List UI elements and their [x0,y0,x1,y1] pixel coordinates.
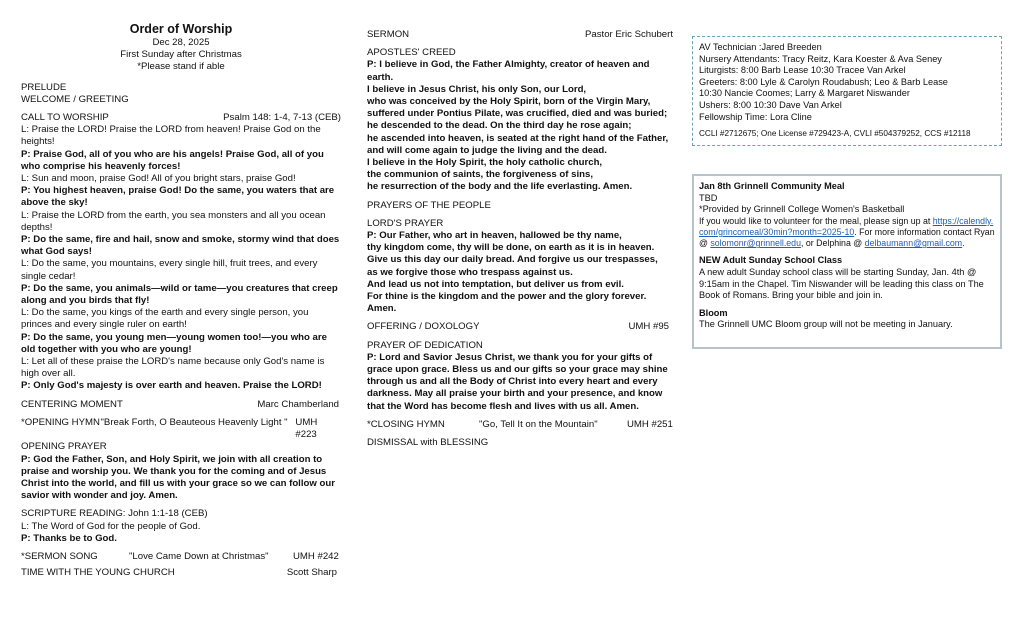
sermon-label: SERMON [367,29,410,40]
dedication-text: P: Lord and Savior Jesus Christ, we thank you for your gifts of grace upon grace. Bless us and our gifts so your grace may shine through us and all the Body of Christ into every heart and every darkness. May all praise your birth and your presence, and know that the Word has become flesh and lives with us all. Amen. [367,351,668,412]
class-title: NEW Adult Sunday School Class [699,255,843,266]
centering-moment-row [21,399,341,411]
class-text: A new adult Sunday school class will be starting Sunday, Jan. 4th @ 9:15am in the Chapel. Tim Niswander will be leading this class on The Book of Romans. Bring your bible and join in. [699,266,984,301]
order-of-worship-column [21,0,341,579]
page-title: Order of Worship [129,22,233,36]
sermon-song-number: UMH #242 [293,550,339,562]
call-to-worship-line: L: Do the same, you kings of the earth and every single person, you princes and every single ruler on earth! [21,307,309,331]
creed-line: I believe in Jesus Christ, his only Son, our Lord, [367,83,587,95]
staff-line: 10:30 Nancie Coomes; Larry & Margaret Niswander [699,88,910,99]
sermon-song-row [21,551,341,563]
closing-hymn-row [367,419,677,431]
staff-line: AV Technician :Jared Breeden [699,42,822,52]
announcements-box [692,174,1002,349]
ryan-email-link[interactable]: solomonr@grinnell.edu [710,238,801,249]
offering-label: OFFERING / DOXOLOGY [367,321,480,333]
service-date: Dec 28, 2025 [152,37,210,48]
call-to-worship-heading [21,112,341,124]
call-to-worship-line: L: Do the same, you mountains, every single hill, fruit trees, and every single cedar! [21,258,318,282]
opening-hymn-title: "Break Forth, O Beauteous Heavenly Light " [100,416,288,428]
call-to-worship-line: L: Praise the LORD! Praise the LORD from heaven! Praise God on the heights! [21,124,321,148]
young-church-person: Scott Sharp [286,567,337,579]
opening-hymn-row [21,417,341,441]
call-to-worship-line: L: Praise the LORD from the earth, you sea monsters and all you ocean depths! [21,209,326,233]
prayers-of-people-label: PRAYERS OF THE PEOPLE [367,199,491,211]
call-to-worship-line: L: Sun and moon, praise God! All of you bright stars, praise God! [21,173,296,185]
scripture-reading-label: SCRIPTURE READING: John 1:1-18 (CEB) [21,508,208,520]
meal-text-3: , or Delphina @ [800,238,865,249]
lords-prayer-line: as we forgive those who trespass against us. [367,266,573,278]
bloom-title: Bloom [699,307,728,318]
meal-tbd: TBD [699,192,718,203]
opening-prayer-text: P: God the Father, Son, and Holy Spirit, we join with all creation to praise and worship you. We thank you for the coming and of Jesus Christ into the world, and fill us with your grace so we can follow our savior with wonder and joy. Amen. [21,453,335,502]
scripture-people-line: P: Thanks be to God. [21,532,117,544]
bulletin-header [21,22,341,74]
call-to-worship-line: P: Do the same, you young men—young women too!—you who are old together with you who are young! [21,331,327,355]
creed-line: P: I believe in God, the Father Almighty, creator of heaven and earth. [367,59,650,83]
lords-prayer-label: LORD'S PRAYER [367,217,444,229]
scripture-leader-line: L: The Word of God for the people of God. [21,520,201,532]
centering-moment-person: Marc Chamberland [257,398,339,410]
offering-row [367,321,677,333]
call-to-worship-line: L: Let all of these praise the LORD's name because only God's name is high over all. [21,356,325,380]
creed-line: I believe in the Holy Spirit, the holy catholic church, [367,157,603,169]
delphina-email-link[interactable]: delbaumann@gmail.com [864,238,963,249]
service-subtitle: First Sunday after Christmas [120,49,242,61]
prelude-label: PRELUDE [21,81,67,93]
meal-volunteer-text [699,216,995,250]
call-to-worship-text [21,124,341,392]
centering-moment-label: CENTERING MOMENT [21,398,123,410]
staff-line: Ushers: 8:00 10:30 Dave Van Arkel [699,99,842,110]
call-to-worship-line: P: Do the same, you animals—wild or tame—you creatures that creep along and you birds that fly! [21,282,338,307]
young-church-label: TIME WITH THE YOUNG CHURCH [21,567,175,579]
opening-hymn-label: *OPENING HYMN [21,416,100,428]
dismissal-label: DISMISSAL with BLESSING [367,437,489,449]
staff-line: Fellowship Time: Lora Cline [699,111,812,122]
license-numbers: CCLI #2712675; One License #729423-A, CVLI #504379252, CCS #12118 [699,129,971,139]
lords-prayer-line: Give us this day our daily bread. And forgive us our trespasses, [367,254,658,266]
creed-line: he ascended into heaven, is seated at the right hand of the Father, [367,132,669,144]
closing-hymn-number: UMH #251 [627,418,673,430]
staff-line: Nursery Attendants: Tracy Reitz, Kara Koester & Ava Seney [699,53,942,64]
call-to-worship-line: P: Praise God, all of you who are his angels! Praise God, all of you who comprise his heavenly forces! [21,148,324,172]
meal-title: Jan 8th Grinnell Community Meal [699,181,845,191]
call-to-worship-line: P: Only God's majesty is over earth and heaven. Praise the LORD! [21,380,322,392]
creed-line: who was conceived by the Holy Spirit, born of the Virgin Mary, [367,96,651,108]
lords-prayer-text [367,230,677,315]
staff-line: Greeters: 8:00 Lyle & Carolyn Roudabush; Leo & Barb Lease [699,76,948,87]
creed-line: he resurrection of the body and the life everlasting. Amen. [367,181,633,193]
call-to-worship-label: CALL TO WORSHIP [21,112,109,124]
lords-prayer-line: For thine is the kingdom and the power and the glory forever. Amen. [367,291,647,315]
meal-provided: *Provided by Grinnell College Women's Basketball [699,204,905,215]
calendly-link[interactable]: https://calendly.com/grincomeal/30min?month=2025-10 [699,215,994,237]
call-to-worship-ref: Psalm 148: 1-4, 7-13 (CEB) [223,112,341,124]
staff-list [699,42,995,123]
creed-line: and will come again to judge the living and the dead. [367,144,607,156]
closing-hymn-title: "Go, Tell It on the Mountain" [479,418,598,430]
opening-prayer-label: OPENING PRAYER [21,441,107,453]
closing-hymn-label: *CLOSING HYMN [367,418,445,430]
creed-line: he descended to the dead. On the third day he rose again; [367,120,632,132]
creed-line: the communion of saints, the forgiveness of sins, [367,169,594,181]
bloom-text: The Grinnell UMC Bloom group will not be meeting in January. [699,319,953,330]
meal-text-1: If you would like to volunteer for the meal, please sign up at [699,215,933,226]
sermon-row [367,29,677,41]
offering-number: UMH #95 [628,321,669,333]
young-church-row [21,567,341,579]
dedication-label: PRAYER OF DEDICATION [367,339,483,351]
apostles-creed-label: APOSTLES' CREED [367,47,456,59]
staff-line: Liturgists: 8:00 Barb Lease 10:30 Tracee Van Arkel [699,65,906,76]
stand-note: *Please stand if able [137,61,225,73]
lords-prayer-line: P: Our Father, who art in heaven, hallowed be thy name, [367,230,622,242]
call-to-worship-line: P: Do the same, fire and hail, snow and smoke, stormy wind that does what God says! [21,234,340,258]
sermon-song-label: *SERMON SONG [21,550,98,562]
creed-line: suffered under Pontius Pilate, was crucified, died and was buried; [367,108,668,120]
lords-prayer-line: And lead us not into temptation, but deliver us from evil. [367,278,624,290]
lords-prayer-line: thy kingdom come, thy will be done, on earth as it is in heaven. [367,242,655,254]
sermon-song-title: "Love Came Down at Christmas" [129,550,269,562]
welcome-label: WELCOME / GREETING [21,93,129,105]
opening-hymn-number: UMH #223 [295,416,318,441]
service-continued-column [367,0,677,449]
call-to-worship-line: P: You highest heaven, praise God! Do the same, you waters that are above the sky! [21,185,335,209]
staff-box [692,36,1002,146]
apostles-creed-text [367,59,677,193]
meal-text-2: . For more information contact Ryan @ [699,226,995,249]
sermon-preacher: Pastor Eric Schubert [585,29,673,40]
meal-text-4: . [962,238,965,249]
